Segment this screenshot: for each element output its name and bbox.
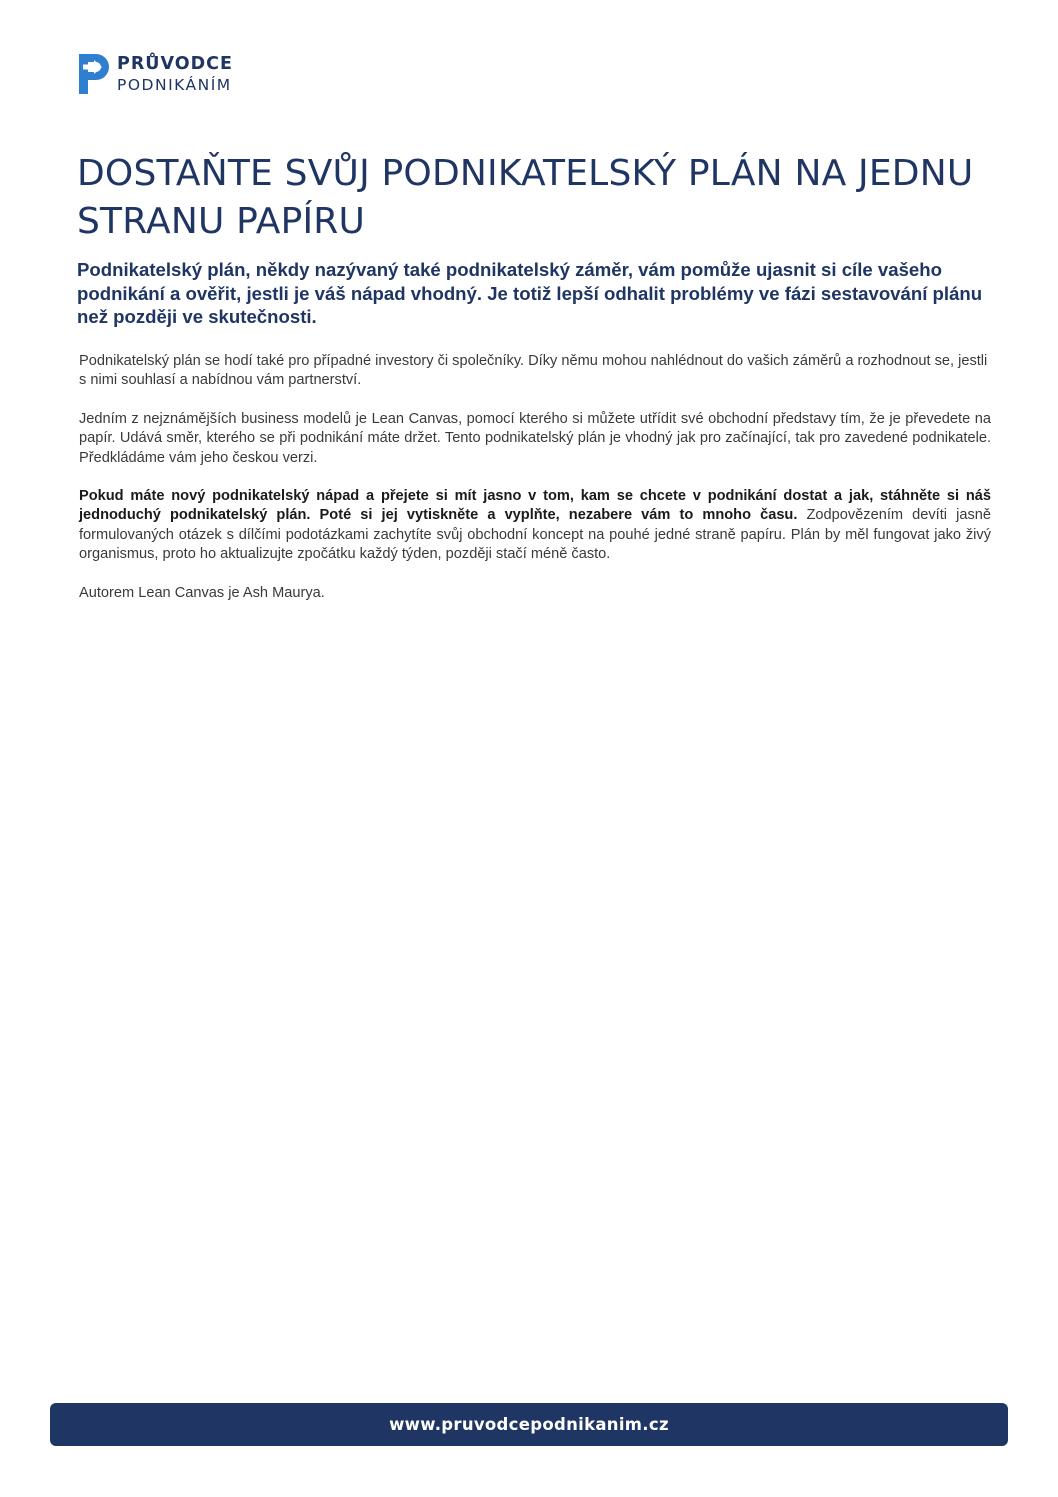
page-title: DOSTAŇTE SVŮJ PODNIKATELSKÝ PLÁN NA JEDNU STRANU PAPÍRU (77, 153, 974, 242)
body-text (79, 352, 991, 622)
footer-url-link[interactable]: www.pruvodcepodnikanim.cz (389, 1415, 669, 1434)
brand-logo (79, 54, 233, 94)
brand-name-line2: PODNIKÁNÍM (117, 75, 232, 94)
brand-name-line1: PRŮVODCE (117, 54, 233, 74)
lead-paragraph: Podnikatelský plán, někdy nazývaný také podnikatelský záměr, vám pomůže ujasnit si cíle vašeho podnikání a ověřit, jestli je váš nápad vhodný. Je totiž lepší odhalit problémy ve fázi sestavování plánu než později ve skutečnosti. (77, 259, 983, 327)
paragraph-lean-canvas: Jedním z nejznámějších business modelů je Lean Canvas, pomocí kterého si můžete utřídit své obchodní představy tím, že je převedete na papír. Udává směr, kterého se při podnikání máte držet. Tento podnikatelský plán je vhodný jak pro začínající, tak pro zavedené podnikatele. Předkládáme vám jeho českou verzi. (79, 410, 991, 466)
paragraph-download-bold: Pokud máte nový podnikatelský nápad a přejete si mít jasno v tom, kam se chcete v podnikání dostat a jak, stáhněte si náš jednoduchý podnikatelský plán. Poté si jej vytiskněte a vyplňte, nezabere vám to mnoho času. (79, 488, 991, 524)
paragraph-download-rest: Zodpovězením devíti jasně formulovaných otázek s dílčími podotázkami zachytíte svůj obchodní koncept na pouhé jedné straně papíru. Plán by měl fungovat jako živý organismus, proto ho aktualizujte zpočátku každý týden, později stačí méně často. (79, 507, 991, 563)
paragraph-investors: Podnikatelský plán se hodí také pro případné investory či společníky. Díky němu mohou nahlédnout do vašich záměrů a rozhodnout se, jestli s nimi souhlasí a nabídnou vám partnerství. (79, 353, 988, 389)
paragraph-download (79, 487, 991, 565)
p-arrow-logo-icon (79, 54, 109, 94)
footer-bar (50, 1403, 1008, 1446)
paragraph-author: Autorem Lean Canvas je Ash Maurya. (79, 584, 325, 601)
